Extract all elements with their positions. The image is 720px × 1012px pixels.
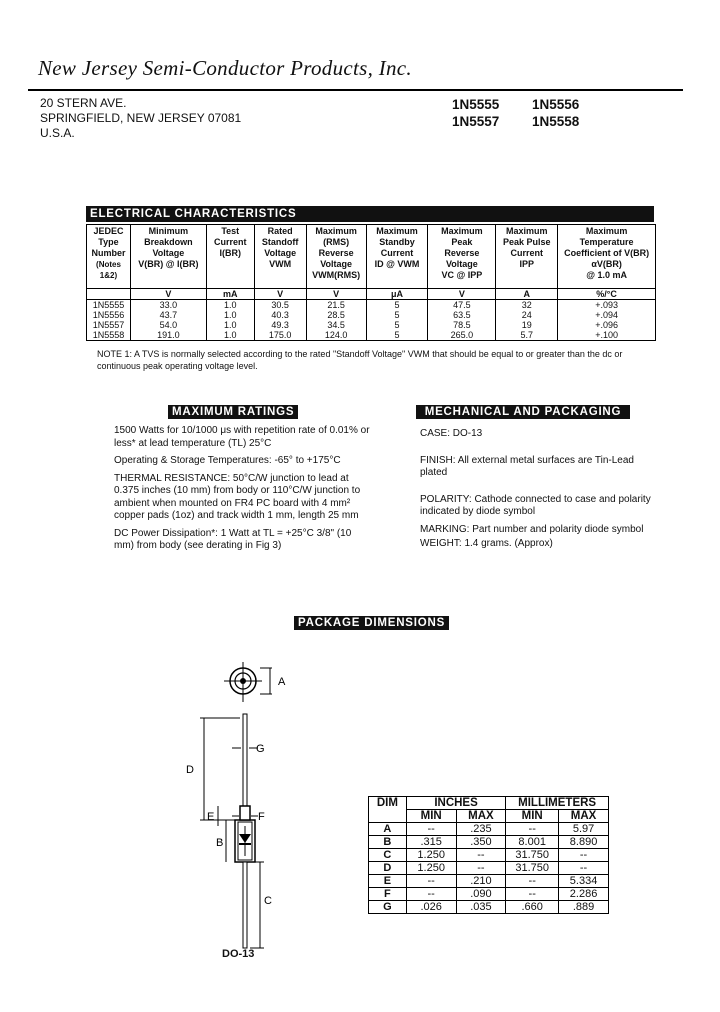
- header-line: Voltage: [445, 259, 478, 269]
- dim-subheader-cell: MAX: [559, 810, 609, 823]
- dimensions-cell: --: [506, 875, 559, 888]
- electrical-data-cell: 1.0: [206, 320, 254, 330]
- electrical-data-cell: 1N5555: [87, 300, 131, 311]
- header-line: αV(BR): [591, 259, 622, 269]
- electrical-data-cell: 49.3: [254, 320, 306, 330]
- dimensions-cell: --: [406, 888, 456, 901]
- dimensions-row: [369, 875, 609, 888]
- dimensions-cell: --: [406, 875, 456, 888]
- mechanical-title: MECHANICAL AND PACKAGING: [416, 405, 630, 419]
- dim-d-label: D: [186, 764, 194, 776]
- header-line: JEDEC: [93, 226, 124, 236]
- dimensions-row: [369, 888, 609, 901]
- electrical-data-cell: 34.5: [306, 320, 366, 330]
- dim-g-label: G: [256, 743, 265, 755]
- max-rating-item: DC Power Dissipation*: 1 Watt at TL = +25°C 3/8" (10 mm) from body (see derating in Fig 3): [114, 527, 352, 551]
- electrical-data-row: [87, 320, 656, 330]
- electrical-unit-cell: V: [130, 289, 206, 300]
- electrical-data-cell: 43.7: [130, 310, 206, 320]
- header-line: Standoff: [261, 237, 299, 247]
- header-line: (Notes: [96, 260, 121, 269]
- electrical-data-cell: 63.5: [428, 310, 496, 320]
- electrical-data-cell: 5: [366, 310, 428, 320]
- header-line: Current: [510, 248, 544, 258]
- dimensions-cell: .090: [456, 888, 506, 901]
- electrical-table: [86, 224, 656, 341]
- package-stud: [240, 806, 250, 820]
- dimensions-cell: F: [369, 888, 407, 901]
- header-line: Standby: [379, 237, 415, 247]
- dimensions-cell: 31.750: [506, 862, 559, 875]
- dimensions-row: [369, 823, 609, 836]
- header-line: Maximum: [585, 226, 628, 236]
- part-number: 1N5558: [532, 114, 580, 129]
- electrical-unit-cell: V: [254, 289, 306, 300]
- dimensions-cell: 5.334: [559, 875, 609, 888]
- header-line: Maximum: [315, 226, 357, 236]
- bottom-lead: [243, 862, 247, 948]
- electrical-data-row: [87, 300, 656, 311]
- dimensions-cell: 8.890: [559, 836, 609, 849]
- dimensions-cell: --: [406, 823, 456, 836]
- header-line: Coefficient of V(BR): [564, 248, 650, 258]
- header-line: Number: [91, 248, 126, 258]
- electrical-column-header: [306, 225, 366, 289]
- electrical-data-cell: 24: [496, 310, 558, 320]
- dimensions-cell: --: [506, 823, 559, 836]
- electrical-data-cell: 5: [366, 330, 428, 341]
- dimensions-cell: .235: [456, 823, 506, 836]
- electrical-data-cell: 175.0: [254, 330, 306, 341]
- part-number: 1N5557: [452, 114, 500, 129]
- electrical-data-cell: 40.3: [254, 310, 306, 320]
- electrical-data-cell: 30.5: [254, 300, 306, 311]
- dimensions-cell: 5.97: [559, 823, 609, 836]
- electrical-data-cell: 1N5556: [87, 310, 131, 320]
- header-line: Rated: [267, 226, 293, 236]
- address-line: 20 STERN AVE.: [40, 96, 127, 110]
- dimensions-cell: .315: [406, 836, 456, 849]
- mechanical-item: POLARITY: Cathode connected to case and polarity indicated by diode symbol: [420, 493, 651, 517]
- header-line: ID @ VWM: [374, 259, 420, 269]
- header-line: Minimum: [148, 226, 189, 236]
- header-line: I(BR): [219, 248, 241, 258]
- header-line: Type: [98, 237, 119, 247]
- dimensions-cell: .889: [559, 901, 609, 914]
- header-line: V(BR) @ I(BR): [138, 259, 199, 269]
- dimensions-cell: B: [369, 836, 407, 849]
- dimensions-cell: E: [369, 875, 407, 888]
- do13-package-drawing: [180, 656, 300, 966]
- electrical-column-header: [206, 225, 254, 289]
- mechanical-item: MARKING: Part number and polarity diode symbol: [420, 523, 644, 535]
- part-numbers-col1: [452, 96, 499, 130]
- package-title: PACKAGE DIMENSIONS: [294, 616, 449, 630]
- electrical-data-cell: 78.5: [428, 320, 496, 330]
- electrical-data-cell: 32: [496, 300, 558, 311]
- electrical-data-cell: 265.0: [428, 330, 496, 341]
- electrical-data-cell: 19: [496, 320, 558, 330]
- dim-subheader-cell: MAX: [456, 810, 506, 823]
- dim-c-label: C: [264, 895, 272, 907]
- electrical-data-cell: 33.0: [130, 300, 206, 311]
- electrical-unit-cell: A: [496, 289, 558, 300]
- electrical-data-cell: 1.0: [206, 300, 254, 311]
- header-line: Temperature: [579, 237, 634, 247]
- mm-header: MILLIMETERS: [506, 797, 609, 810]
- electrical-data-cell: 47.5: [428, 300, 496, 311]
- dimensions-cell: D: [369, 862, 407, 875]
- electrical-unit-cell: [87, 289, 131, 300]
- max-ratings-list: [114, 425, 374, 558]
- electrical-data-row: [87, 330, 656, 341]
- dimensions-cell: 1.250: [406, 862, 456, 875]
- header-line: Voltage: [264, 248, 297, 258]
- electrical-unit-cell: %/°C: [558, 289, 656, 300]
- header-line: Reverse: [318, 248, 354, 258]
- dimensions-row: [369, 849, 609, 862]
- header-line: @ 1.0 mA: [586, 270, 627, 280]
- header-line: Current: [380, 248, 414, 258]
- header-line: Reverse: [444, 248, 480, 258]
- header-line: VC @ IPP: [441, 270, 483, 280]
- mechanical-item: CASE: DO-13: [420, 428, 483, 439]
- electrical-unit-cell: V: [306, 289, 366, 300]
- header-line: VWM(RMS): [312, 270, 361, 280]
- mechanical-list: [420, 428, 660, 556]
- electrical-data-cell: 1.0: [206, 310, 254, 320]
- header-rule: [28, 89, 683, 91]
- dimensions-cell: --: [559, 862, 609, 875]
- electrical-data-cell: 124.0: [306, 330, 366, 341]
- dim-f-label: F: [258, 811, 265, 823]
- part-numbers-col2: [532, 96, 579, 130]
- header-line: Voltage: [320, 259, 353, 269]
- dimensions-table: [368, 796, 609, 914]
- header-line: Current: [214, 237, 247, 247]
- dim-subheader-cell: MIN: [406, 810, 456, 823]
- electrical-column-header: [366, 225, 428, 289]
- dimensions-cell: --: [456, 849, 506, 862]
- header-line: VWM: [269, 259, 292, 269]
- dim-header: DIM: [369, 797, 407, 823]
- electrical-data-cell: 54.0: [130, 320, 206, 330]
- electrical-data-cell: 191.0: [130, 330, 206, 341]
- dim-e-label: E: [207, 811, 215, 823]
- header-line: Peak Pulse: [502, 237, 551, 247]
- header-line: Peak: [451, 237, 473, 247]
- header-line: Test: [221, 226, 240, 236]
- electrical-unit-cell: V: [428, 289, 496, 300]
- electrical-column-header: [428, 225, 496, 289]
- top-lead: [243, 714, 247, 820]
- part-number: 1N5555: [452, 97, 500, 112]
- dimensions-cell: --: [456, 862, 506, 875]
- dimensions-cell: G: [369, 901, 407, 914]
- company-name: New Jersey Semi-Conductor Products, Inc.: [38, 56, 412, 80]
- dimensions-cell: 31.750: [506, 849, 559, 862]
- dimensions-cell: .026: [406, 901, 456, 914]
- electrical-data-cell: 5.7: [496, 330, 558, 341]
- dimensions-cell: 1.250: [406, 849, 456, 862]
- header-line: Voltage: [152, 248, 185, 258]
- electrical-data-row: [87, 310, 656, 320]
- dimensions-cell: --: [506, 888, 559, 901]
- dimensions-row: [369, 901, 609, 914]
- dim-subheader-cell: MIN: [506, 810, 559, 823]
- dim-a-label: A: [278, 676, 286, 688]
- dimensions-cell: A: [369, 823, 407, 836]
- mechanical-item: FINISH: All external metal surfaces are Tin-Lead plated: [420, 454, 634, 478]
- electrical-column-header: [496, 225, 558, 289]
- address-line: SPRINGFIELD, NEW JERSEY 07081: [40, 111, 242, 125]
- dimensions-cell: .210: [456, 875, 506, 888]
- electrical-data-cell: 5: [366, 320, 428, 330]
- dimensions-cell: --: [559, 849, 609, 862]
- electrical-data-cell: 21.5: [306, 300, 366, 311]
- header-line: (RMS): [323, 237, 350, 247]
- dimensions-row: [369, 862, 609, 875]
- electrical-data-cell: +.094: [558, 310, 656, 320]
- electrical-column-header: [254, 225, 306, 289]
- company-address: [40, 96, 241, 141]
- max-rating-item: Operating & Storage Temperatures: -65° to +175°C: [114, 455, 341, 466]
- electrical-column-header: [558, 225, 656, 289]
- max-rating-item: THERMAL RESISTANCE: 50°C/W junction to lead at 0.375 inches (10 mm) from body or 110°C/W junction to ambient when mounted on FR4 PC board with 4 mm² copper pads (1oz) and track width 1 mm, length 25 mm: [114, 472, 361, 521]
- dimensions-cell: .035: [456, 901, 506, 914]
- header-line: IPP: [519, 259, 535, 269]
- header-line: Maximum: [376, 226, 418, 236]
- electrical-column-header: [87, 225, 131, 289]
- electrical-note: NOTE 1: A TVS is normally selected according to the rated "Standoff Voltage" VWM that should be equal to or greater than the dc or continuous peak operating voltage level.: [97, 349, 623, 371]
- inches-header: INCHES: [406, 797, 505, 810]
- electrical-unit-cell: μA: [366, 289, 428, 300]
- dimensions-cell: .660: [506, 901, 559, 914]
- electrical-data-cell: 28.5: [306, 310, 366, 320]
- electrical-title: ELECTRICAL CHARACTERISTICS: [86, 206, 654, 222]
- dimensions-row: [369, 836, 609, 849]
- electrical-data-cell: +.093: [558, 300, 656, 311]
- header-line: Maximum: [506, 226, 548, 236]
- package-name: DO-13: [222, 948, 255, 960]
- part-number: 1N5556: [532, 97, 580, 112]
- electrical-data-cell: +.100: [558, 330, 656, 341]
- electrical-header-row: [87, 225, 656, 289]
- max-rating-item: 1500 Watts for 10/1000 μs with repetition rate of 0.01% or less* at lead temperature (TL) 25°C: [114, 425, 370, 449]
- mechanical-item: WEIGHT: 1.4 grams. (Approx): [420, 538, 553, 549]
- electrical-data-cell: 5: [366, 300, 428, 311]
- electrical-data-cell: 1N5558: [87, 330, 131, 341]
- max-ratings-title: MAXIMUM RATINGS: [168, 405, 298, 419]
- dimensions-cell: 2.286: [559, 888, 609, 901]
- electrical-column-header: [130, 225, 206, 289]
- dimensions-cell: 8.001: [506, 836, 559, 849]
- header-line: 1&2): [99, 271, 118, 280]
- electrical-data-cell: 1N5557: [87, 320, 131, 330]
- electrical-data-cell: 1.0: [206, 330, 254, 341]
- dim-b-label: B: [216, 837, 224, 849]
- electrical-unit-cell: mA: [206, 289, 254, 300]
- electrical-data-cell: +.096: [558, 320, 656, 330]
- dimensions-cell: .350: [456, 836, 506, 849]
- dimensions-cell: C: [369, 849, 407, 862]
- header-line: Maximum: [441, 226, 483, 236]
- header-line: Breakdown: [144, 237, 193, 247]
- electrical-units-row: [87, 289, 656, 300]
- address-line: U.S.A.: [40, 126, 75, 140]
